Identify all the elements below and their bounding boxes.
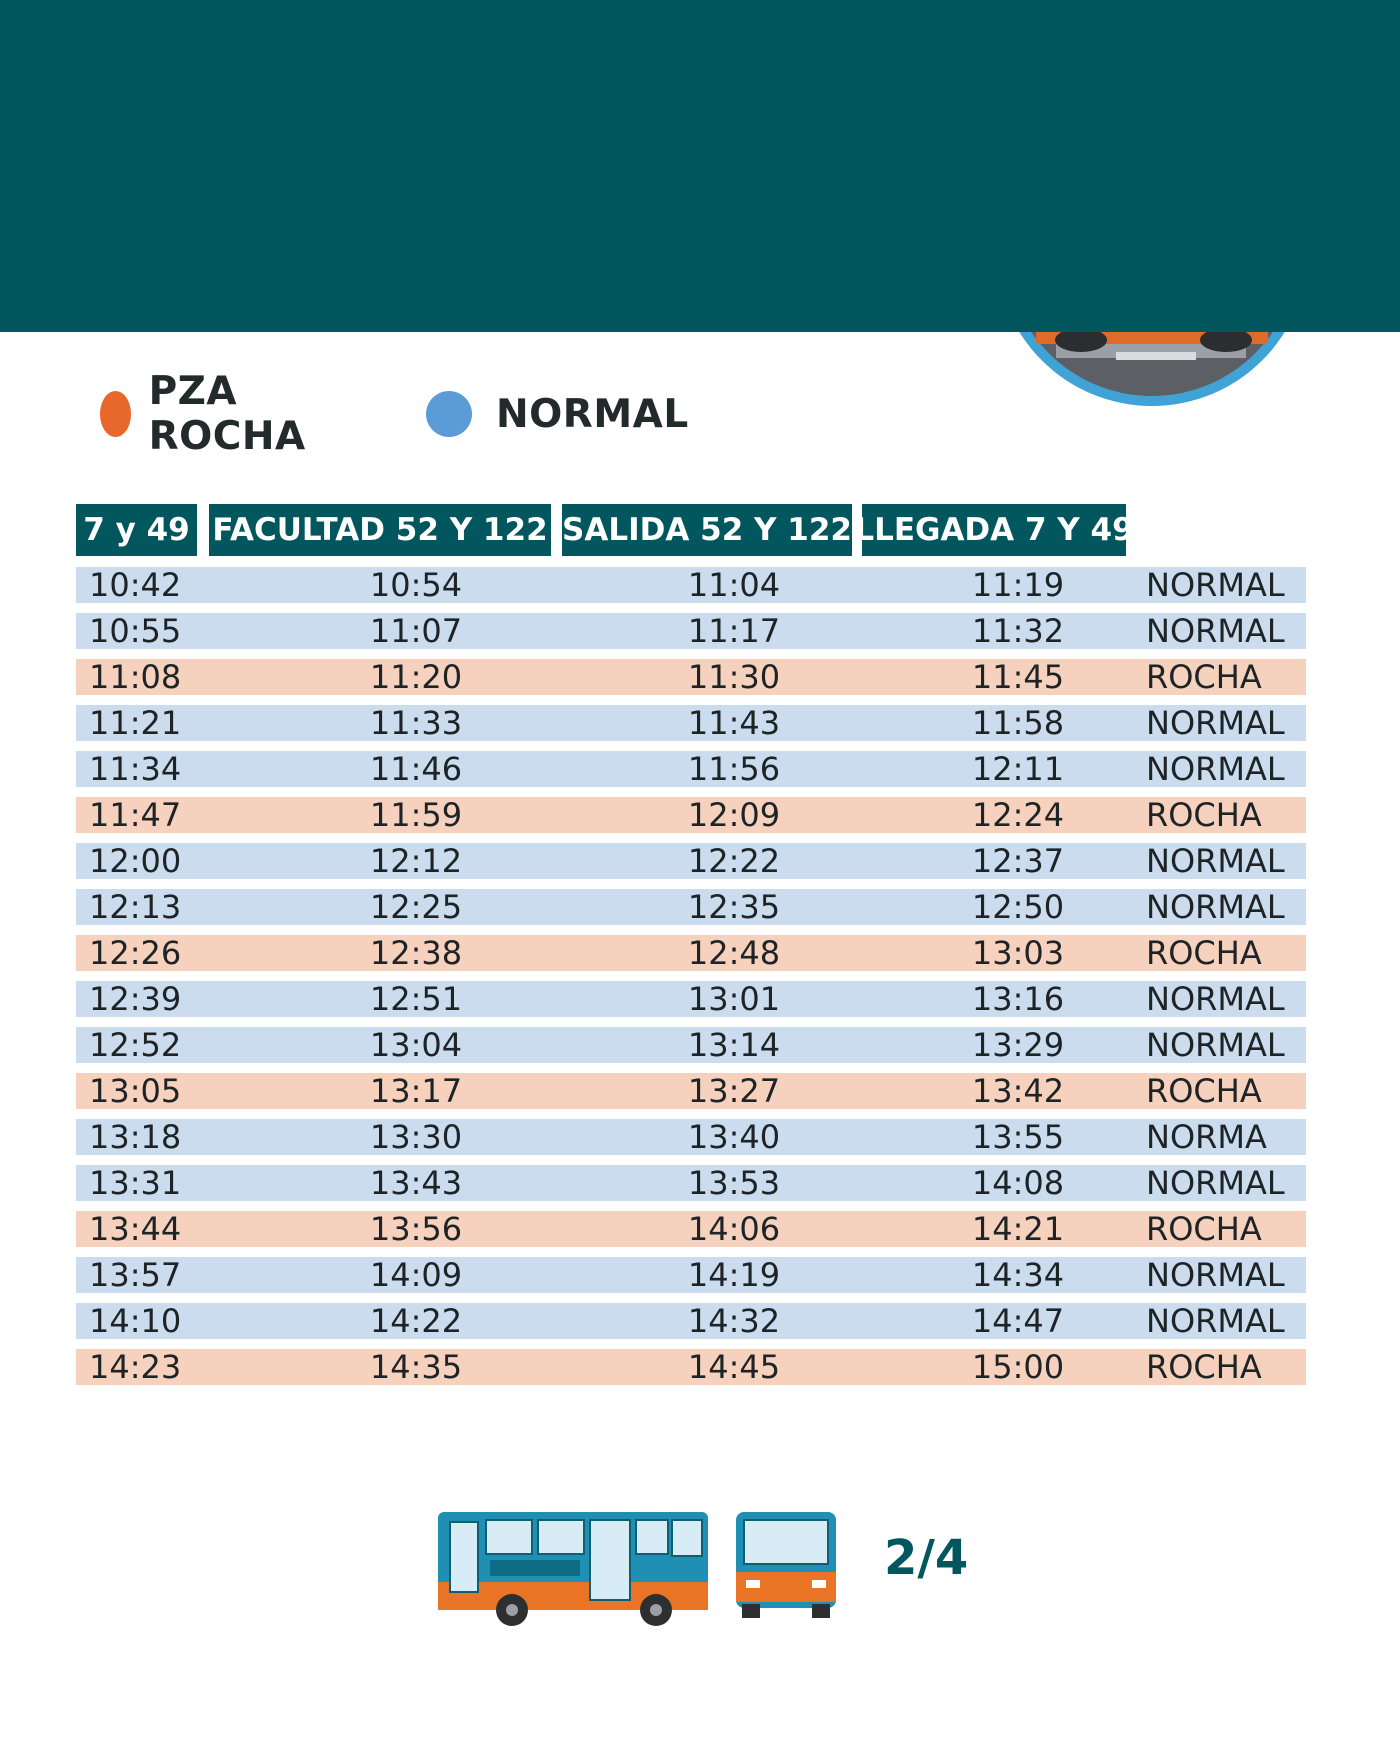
table-row xyxy=(76,935,1306,971)
time-salida: 11:43 xyxy=(687,704,781,742)
route-type: ROCHA xyxy=(1146,1072,1262,1110)
time-llegada: 13:16 xyxy=(971,980,1065,1018)
page-number: 2/4 xyxy=(884,1530,969,1586)
table-row xyxy=(76,1165,1306,1201)
time-salida: 11:04 xyxy=(687,566,781,604)
route-type: NORMAL xyxy=(1146,980,1285,1018)
table-row xyxy=(76,797,1306,833)
bus-side-icon xyxy=(438,1512,708,1626)
legend-item-rocha xyxy=(100,369,321,459)
table-row xyxy=(76,659,1306,695)
time-facultad: 10:54 xyxy=(369,566,463,604)
route-type: NORMAL xyxy=(1146,750,1285,788)
table-row xyxy=(76,567,1306,603)
time-facultad: 13:56 xyxy=(369,1210,463,1248)
time-7y49: 13:57 xyxy=(89,1256,182,1294)
route-type: NORMAL xyxy=(1146,1302,1285,1340)
table-row xyxy=(76,613,1306,649)
time-llegada: 11:19 xyxy=(971,566,1065,604)
time-7y49: 12:13 xyxy=(89,888,182,926)
time-salida: 11:30 xyxy=(687,658,781,696)
time-llegada: 14:08 xyxy=(971,1164,1065,1202)
time-llegada: 15:00 xyxy=(971,1348,1065,1386)
time-salida: 14:45 xyxy=(687,1348,781,1386)
table-row xyxy=(76,1119,1306,1155)
time-llegada: 13:55 xyxy=(971,1118,1065,1156)
time-facultad: 14:22 xyxy=(369,1302,463,1340)
bus-front-icon xyxy=(736,1512,836,1618)
time-facultad: 11:46 xyxy=(369,750,463,788)
table-row xyxy=(76,981,1306,1017)
time-salida: 11:17 xyxy=(687,612,781,650)
time-salida: 13:40 xyxy=(687,1118,781,1156)
route-type: NORMAL xyxy=(1146,612,1285,650)
time-salida: 13:14 xyxy=(687,1026,781,1064)
legend-label-normal: NORMAL xyxy=(496,391,689,437)
time-facultad: 12:38 xyxy=(369,934,463,972)
time-salida: 12:48 xyxy=(687,934,781,972)
legend-item-normal xyxy=(426,388,689,440)
time-salida: 13:01 xyxy=(687,980,781,1018)
time-salida: 14:06 xyxy=(687,1210,781,1248)
time-salida: 13:27 xyxy=(687,1072,781,1110)
time-facultad: 12:25 xyxy=(369,888,463,926)
header-col-7y49: 7 y 49 xyxy=(76,504,197,556)
time-7y49: 13:18 xyxy=(89,1118,182,1156)
table-row xyxy=(76,1073,1306,1109)
time-facultad: 14:35 xyxy=(369,1348,463,1386)
time-llegada: 12:11 xyxy=(971,750,1065,788)
time-7y49: 11:34 xyxy=(89,750,182,788)
time-7y49: 14:23 xyxy=(89,1348,182,1386)
time-salida: 12:22 xyxy=(687,842,781,880)
time-7y49: 12:52 xyxy=(89,1026,182,1064)
time-llegada: 14:21 xyxy=(971,1210,1065,1248)
route-type: NORMAL xyxy=(1146,566,1285,604)
header-col-salida: SALIDA 52 Y 122 xyxy=(562,504,852,556)
time-7y49: 10:42 xyxy=(89,566,182,604)
route-type: NORMAL xyxy=(1146,1256,1285,1294)
time-7y49: 12:39 xyxy=(89,980,182,1018)
time-7y49: 12:00 xyxy=(89,842,182,880)
header-col-facultad: FACULTAD 52 Y 122 xyxy=(209,504,551,556)
table-row xyxy=(76,1027,1306,1063)
route-type: ROCHA xyxy=(1146,796,1262,834)
time-7y49: 13:05 xyxy=(89,1072,182,1110)
route-type: ROCHA xyxy=(1146,934,1262,972)
time-facultad: 13:17 xyxy=(369,1072,463,1110)
time-facultad: 12:12 xyxy=(369,842,463,880)
table-row xyxy=(76,1303,1306,1339)
time-llegada: 11:32 xyxy=(971,612,1065,650)
table-row xyxy=(76,1257,1306,1293)
route-type: ROCHA xyxy=(1146,658,1262,696)
time-llegada: 13:42 xyxy=(971,1072,1065,1110)
table-header-row xyxy=(76,504,1306,556)
time-facultad: 11:33 xyxy=(369,704,463,742)
time-salida: 12:35 xyxy=(687,888,781,926)
time-salida: 11:56 xyxy=(687,750,781,788)
time-7y49: 13:31 xyxy=(89,1164,182,1202)
table-row xyxy=(76,889,1306,925)
time-facultad: 13:04 xyxy=(369,1026,463,1064)
time-llegada: 12:24 xyxy=(971,796,1065,834)
time-llegada: 11:45 xyxy=(971,658,1065,696)
time-salida: 13:53 xyxy=(687,1164,781,1202)
header-col-llegada: LLEGADA 7 Y 49 xyxy=(862,504,1126,556)
time-7y49: 11:47 xyxy=(89,796,182,834)
time-facultad: 11:20 xyxy=(369,658,463,696)
time-7y49: 14:10 xyxy=(89,1302,182,1340)
time-salida: 14:19 xyxy=(687,1256,781,1294)
time-llegada: 13:03 xyxy=(971,934,1065,972)
time-llegada: 12:37 xyxy=(971,842,1065,880)
time-salida: 12:09 xyxy=(687,796,781,834)
time-7y49: 11:21 xyxy=(89,704,182,742)
time-facultad: 13:30 xyxy=(369,1118,463,1156)
time-salida: 14:32 xyxy=(687,1302,781,1340)
route-type: NORMA xyxy=(1146,1118,1267,1156)
blue-dot-icon xyxy=(426,391,472,437)
legend-label-rocha: PZA ROCHA xyxy=(148,369,306,459)
time-7y49: 13:44 xyxy=(89,1210,182,1248)
route-type: NORMAL xyxy=(1146,1026,1285,1064)
time-7y49: 12:26 xyxy=(89,934,182,972)
time-facultad: 12:51 xyxy=(369,980,463,1018)
time-7y49: 10:55 xyxy=(89,612,182,650)
time-llegada: 13:29 xyxy=(971,1026,1065,1064)
time-facultad: 11:07 xyxy=(369,612,463,650)
table-row xyxy=(76,843,1306,879)
time-7y49: 11:08 xyxy=(89,658,182,696)
time-facultad: 14:09 xyxy=(369,1256,463,1294)
orange-dot-icon xyxy=(100,391,131,437)
time-llegada: 11:58 xyxy=(971,704,1065,742)
route-type: NORMAL xyxy=(1146,704,1285,742)
route-type: NORMAL xyxy=(1146,842,1285,880)
time-llegada: 14:47 xyxy=(971,1302,1065,1340)
route-type: ROCHA xyxy=(1146,1348,1262,1386)
table-row xyxy=(76,705,1306,741)
route-type: NORMAL xyxy=(1146,1164,1285,1202)
table-row xyxy=(76,751,1306,787)
time-facultad: 11:59 xyxy=(369,796,463,834)
table-body xyxy=(76,567,1306,1395)
table-row xyxy=(76,1349,1306,1385)
bus-photo xyxy=(996,262,1308,408)
time-llegada: 12:50 xyxy=(971,888,1065,926)
time-facultad: 13:43 xyxy=(369,1164,463,1202)
route-type: NORMAL xyxy=(1146,888,1285,926)
time-llegada: 14:34 xyxy=(971,1256,1065,1294)
route-type: ROCHA xyxy=(1146,1210,1262,1248)
table-row xyxy=(76,1211,1306,1247)
